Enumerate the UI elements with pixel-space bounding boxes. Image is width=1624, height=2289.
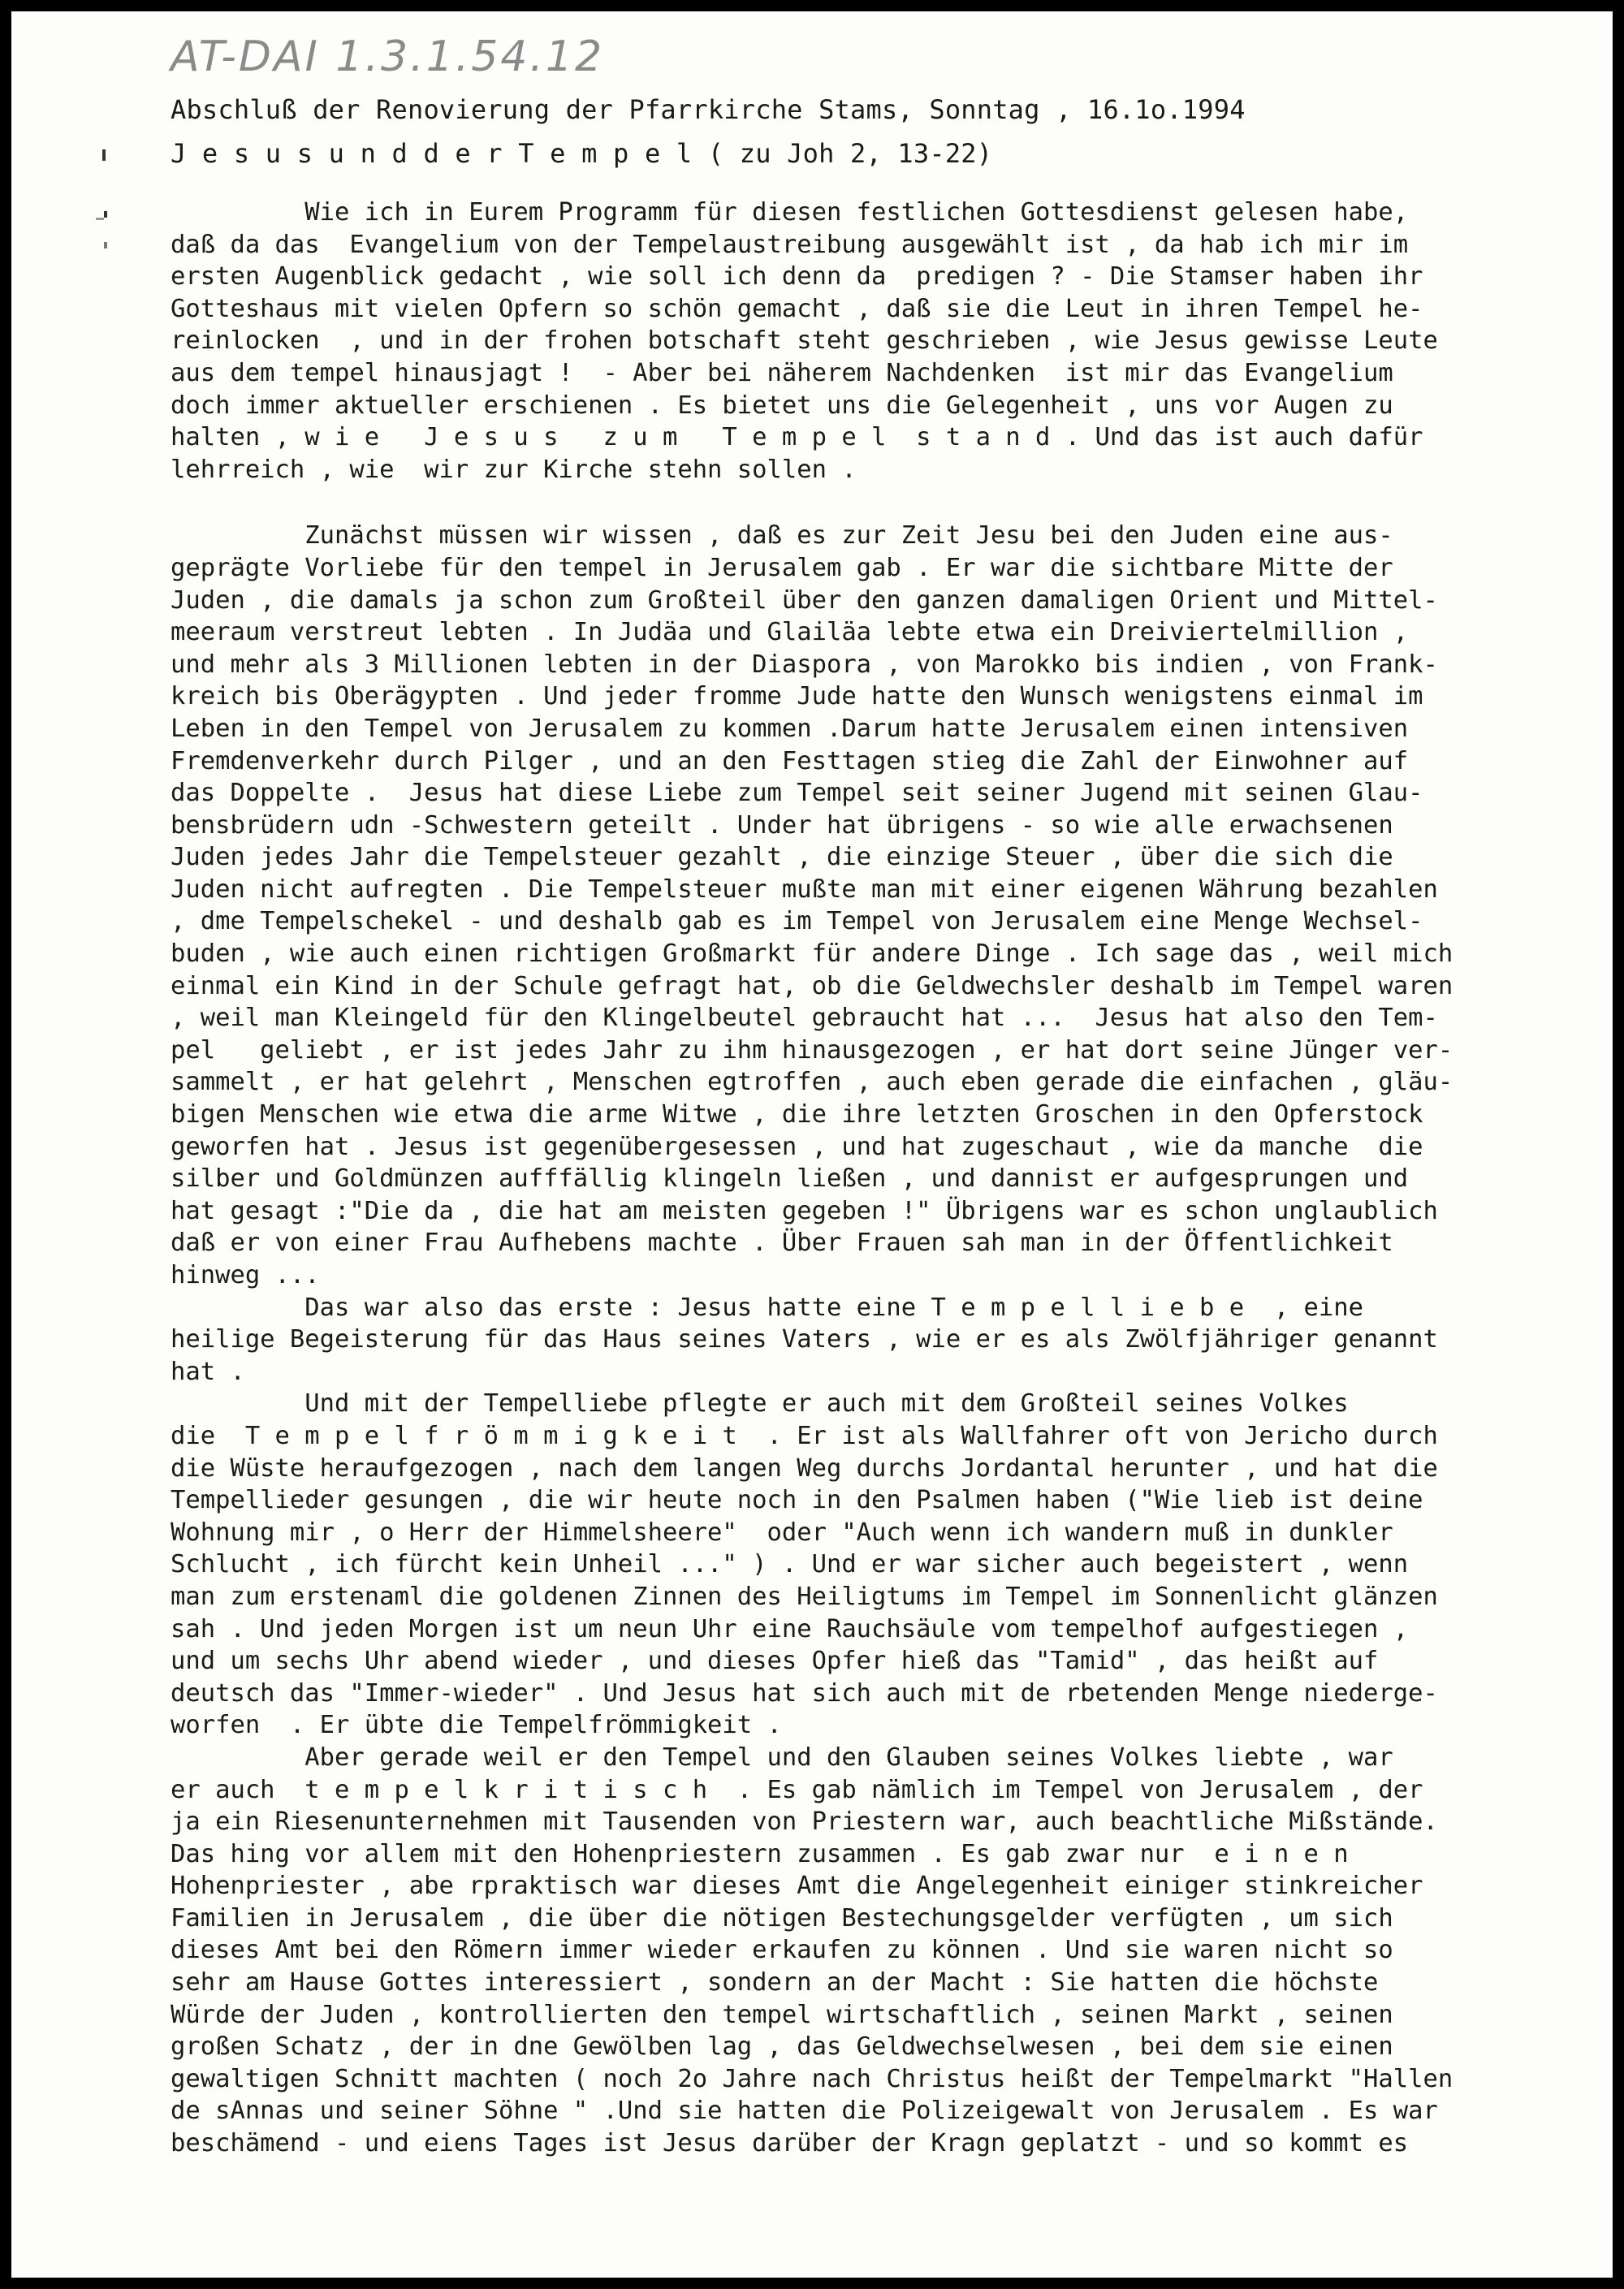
text-line: daß da das Evangelium von der Tempelaustreibung ausgewählt ist , da hab ich mir im bbox=[171, 230, 1409, 259]
text-line: bigen Menschen wie etwa die arme Witwe , die ihre letzten Groschen in den Opferstock bbox=[171, 1100, 1423, 1129]
text-line: kreich bis Oberägypten . Und jeder fromme Jude hatte den Wunsch wenigstens einmal im bbox=[171, 682, 1423, 711]
text-line: Zunächst müssen wir wissen , daß es zur Zeit Jesu bei den Juden eine aus- bbox=[171, 521, 1393, 551]
text-line: ersten Augenblick gedacht , wie soll ich denn da predigen ? - Die Stamser haben ihr bbox=[171, 262, 1423, 292]
text-line: die Wüste heraufgezogen , nach dem langen Weg durchs Jordantal herunter , und hat die bbox=[171, 1453, 1438, 1483]
text-line: silber und Goldmünzen aufffällig klingeln ließen , und dannist er aufgesprungen und bbox=[171, 1164, 1409, 1194]
archive-signature-stamp: AT-DAI 1.3.1.54.12 bbox=[171, 32, 605, 81]
text-line: Aber gerade weil er den Tempel und den Glauben seines Volkes liebte , war bbox=[171, 1743, 1393, 1772]
text-line: de sAnnas und seiner Söhne " .Und sie hatten die Polizeigewalt von Jerusalem . Es war bbox=[171, 2097, 1438, 2126]
text-line: sehr am Hause Gottes interessiert , sondern an der Macht : Sie hatten die höchste bbox=[171, 1968, 1379, 1997]
text-line: , weil man Kleingeld für den Klingelbeutel gebraucht hat ... Jesus hat also den Tem- bbox=[171, 1004, 1438, 1033]
text-line: , dme Tempelschekel - und deshalb gab es im Tempel von Jerusalem eine Menge Wechsel- bbox=[171, 907, 1423, 936]
text-line: beschämend - und eiens Tages ist Jesus darüber der Kragn geplatzt - und so kommt es bbox=[171, 2129, 1409, 2158]
text-line: die T e m p e l f r ö m m i g k e i t . Er ist als Wallfahrer oft von Jericho durch bbox=[171, 1421, 1438, 1450]
sermon-body bbox=[171, 197, 1600, 2160]
text-line: hat gesagt :"Die da , die hat am meisten gegeben !" Übrigens war es schon unglaublich bbox=[171, 1196, 1438, 1225]
text-line: und mehr als 3 Millionen lebten in der Diaspora , von Marokko bis indien , von Frank- bbox=[171, 650, 1438, 679]
text-line: sah . Und jeden Morgen ist um neun Uhr eine Rauchsäule vom tempelhof aufgestiegen , bbox=[171, 1614, 1409, 1643]
text-line: hinweg ... bbox=[171, 1261, 320, 1289]
text-line: worfen . Er übte die Tempelfrömmigkeit . bbox=[171, 1711, 782, 1740]
text-line: und um sechs Uhr abend wieder , und dieses Opfer hieß das "Tamid" , das heißt auf bbox=[171, 1647, 1379, 1676]
text-line: Juden nicht aufregten . Die Tempelsteuer mußte man mit einer eigenen Währung bezahlen bbox=[171, 875, 1438, 904]
text-line: Würde der Juden , kontrollierten den tempel wirtschaftlich , seinen Markt , seinen bbox=[171, 2000, 1393, 2029]
text-line: Und mit der Tempelliebe pflegte er auch mit dem Großteil seines Volkes bbox=[171, 1389, 1349, 1419]
text-line: Gotteshaus mit vielen Opfern so schön gemacht , daß sie die Leut in ihren Tempel he- bbox=[171, 294, 1423, 323]
text-line: das Doppelte . Jesus hat diese Liebe zum Tempel seit seiner Jugend mit seinen Glau- bbox=[171, 779, 1423, 808]
text-line: pel geliebt , er ist jedes Jahr zu ihm hinausgezogen , er hat dort seine Jünger ver- bbox=[171, 1035, 1453, 1065]
text-line: heilige Begeisterung für das Haus seines Vaters , wie er es als Zwölfjähriger genannt bbox=[171, 1325, 1438, 1354]
document-page bbox=[11, 11, 1613, 2278]
text-line: Das war also das erste : Jesus hatte eine T e m p e l l i e b e , eine bbox=[171, 1293, 1364, 1322]
text-line: aus dem tempel hinausjagt ! - Aber bei näherem Nachdenken ist mir das Evangelium bbox=[171, 358, 1393, 387]
text-line: doch immer aktueller erschienen . Es bietet uns die Gelegenheit , uns vor Augen zu bbox=[171, 391, 1393, 420]
text-line: Fremdenverkehr durch Pilger , und an den Festtagen stieg die Zahl der Einwohner auf bbox=[171, 746, 1409, 775]
text-line: Hohenpriester , abe rpraktisch war dieses Amt die Angelegenheit einiger stinkreicher bbox=[171, 1872, 1423, 1901]
text-line: daß er von einer Frau Aufhebens machte . Über Frauen sah man in der Öffentlichkeit bbox=[171, 1229, 1393, 1258]
text-line: hat . bbox=[171, 1357, 245, 1386]
text-line: Das hing vor allem mit den Hohenpriestern zusammen . Es gab zwar nur e i n e n bbox=[171, 1839, 1349, 1868]
text-line: er auch t e m p e l k r i t i s c h . Es gab nämlich im Tempel von Jerusalem , der bbox=[171, 1775, 1423, 1804]
text-line: Familien in Jerusalem , die über die nötigen Bestechungsgelder verfügten , um sich bbox=[171, 1903, 1393, 1933]
text-line: gewaltigen Schnitt machten ( noch 2o Jahre nach Christus heißt der Tempelmarkt "Hallen bbox=[171, 2064, 1453, 2093]
header-sermon-title: J e s u s u n d d e r T e m p e l ( zu Joh 2, 13-22) bbox=[171, 138, 993, 169]
text-line: buden , wie auch einen richtigen Großmarkt für andere Dinge . Ich sage das , weil mich bbox=[171, 939, 1453, 969]
text-line: Wie ich in Eurem Programm für diesen festlichen Gottesdienst gelesen habe, bbox=[171, 198, 1409, 227]
text-line: man zum erstenaml die goldenen Zinnen des Heiligtums im Tempel im Sonnenlicht glänzen bbox=[171, 1582, 1438, 1611]
text-line: meeraum verstreut lebten . In Judäa und Glailäa lebte etwa ein Dreiviertelmillion , bbox=[171, 618, 1409, 647]
text-line: ja ein Riesenunternehmen mit Tausenden von Priestern war, auch beachtliche Mißstände. bbox=[171, 1807, 1438, 1837]
text-line: geprägte Vorliebe für den tempel in Jerusalem gab . Er war die sichtbare Mitte der bbox=[171, 553, 1393, 582]
text-line: großen Schatz , der in dne Gewölben lag , das Geldwechselwesen , bei dem sie einen bbox=[171, 2032, 1393, 2062]
text-line: Tempellieder gesungen , die wir heute noch in den Psalmen haben ("Wie lieb ist deine bbox=[171, 1486, 1423, 1515]
paragraph-gap bbox=[171, 486, 1600, 520]
text-line: Leben in den Tempel von Jerusalem zu kommen .Darum hatte Jerusalem einen intensiven bbox=[171, 714, 1409, 743]
margin-punch-marks bbox=[60, 133, 109, 263]
text-line: Schlucht , ich fürcht kein Unheil ..." ) . Und er war sicher auch begeistert , wenn bbox=[171, 1550, 1409, 1579]
text-line: Juden , die damals ja schon zum Großteil über den ganzen damaligen Orient und Mittel- bbox=[171, 585, 1438, 615]
text-line: Wohnung mir , o Herr der Himmelsheere" oder "Auch wenn ich wandern muß in dunkler bbox=[171, 1518, 1393, 1547]
text-line: halten , w i e J e s u s z u m T e m p e l s t a n d . Und das ist auch dafür bbox=[171, 423, 1423, 452]
text-line: lehrreich , wie wir zur Kirche stehn sollen . bbox=[171, 455, 857, 484]
text-line: sammelt , er hat gelehrt , Menschen egtroffen , auch eben gerade die einfachen , gläu- bbox=[171, 1068, 1453, 1097]
header-occasion: Abschluß der Renovierung der Pfarrkirche Stams, Sonntag , 16.1o.1994 bbox=[171, 94, 1246, 125]
text-line: bensbrüdern udn -Schwestern geteilt . Under hat übrigens - so wie alle erwachsenen bbox=[171, 810, 1393, 840]
text-line: dieses Amt bei den Römern immer wieder erkaufen zu können . Und sie waren nicht so bbox=[171, 1936, 1393, 1965]
text-line: deutsch das "Immer-wieder" . Und Jesus hat sich auch mit de rbetenden Menge niederge- bbox=[171, 1678, 1438, 1708]
text-line: Juden jedes Jahr die Tempelsteuer gezahlt , die einzige Steuer , über die sich die bbox=[171, 843, 1393, 872]
text-line: reinlocken , und in der frohen botschaft steht geschrieben , wie Jesus gewisse Leute bbox=[171, 326, 1438, 356]
text-line: einmal ein Kind in der Schule gefragt hat, ob die Geldwechsler deshalb im Tempel waren bbox=[171, 971, 1453, 1000]
text-line: geworfen hat . Jesus ist gegenübergesessen , und hat zugeschaut , wie da manche die bbox=[171, 1132, 1423, 1161]
